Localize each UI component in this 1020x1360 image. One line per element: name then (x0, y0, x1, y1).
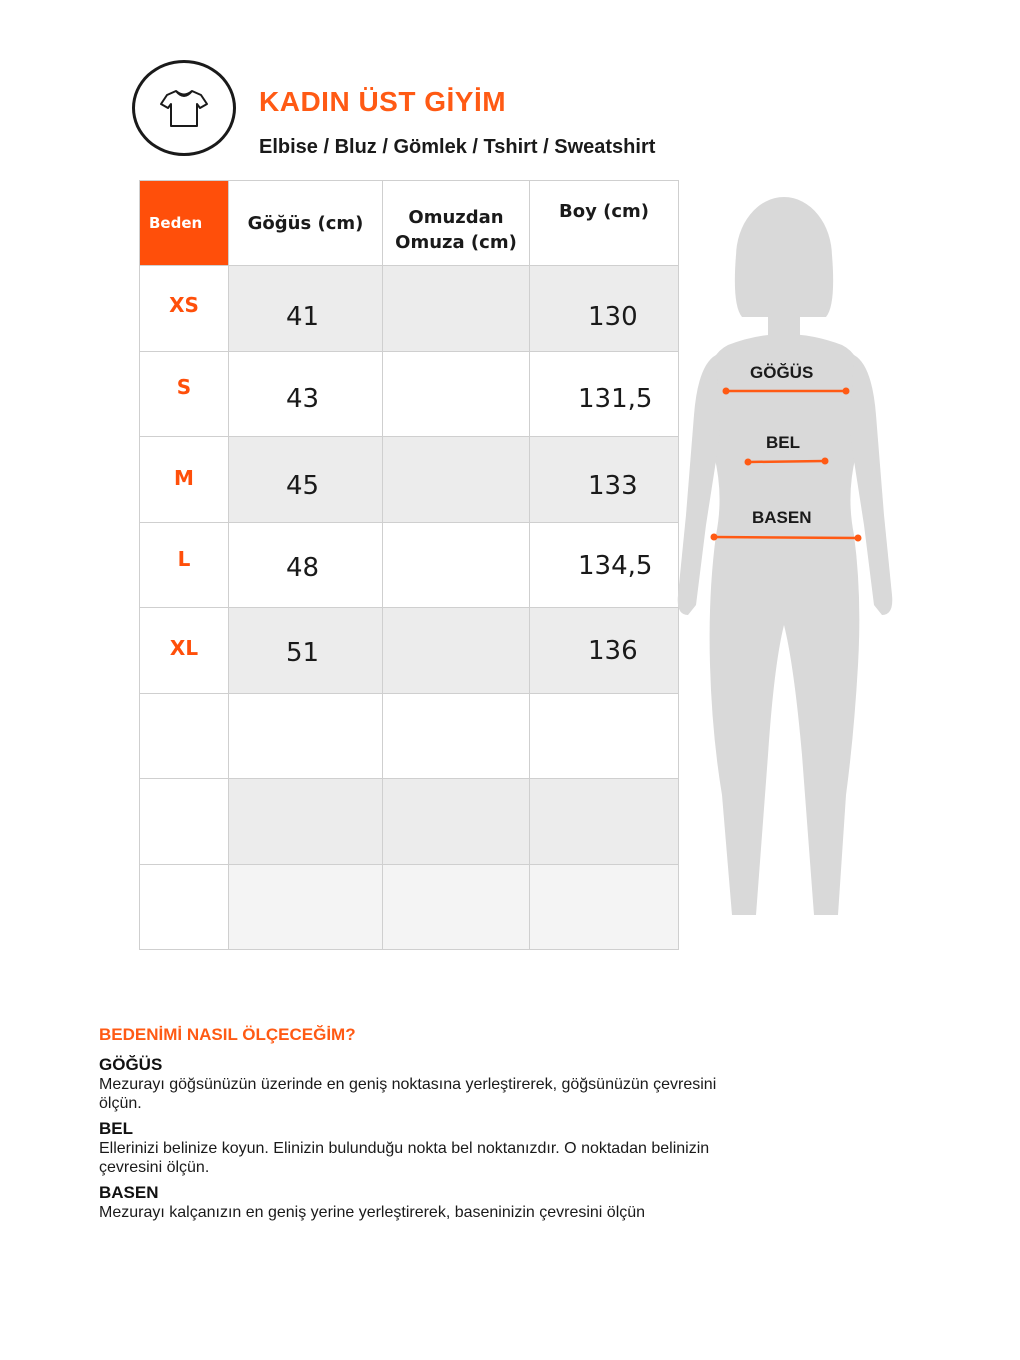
empty-cell (383, 693, 530, 779)
table-row (140, 266, 679, 352)
empty-cell (229, 779, 383, 865)
table-row (140, 351, 679, 437)
page-title: KADIN ÜST GİYİM (259, 86, 507, 117)
empty-cell (140, 693, 229, 779)
header-boy: Boy (cm) (530, 181, 679, 266)
size-label: M (140, 437, 229, 523)
omuz-value (383, 437, 530, 523)
guide-heading-gogus: GÖĞÜS (99, 1055, 163, 1074)
guide-text-bel: Ellerinizi belinize koyun. Elinizin bulunduğu nokta bel noktanızdır. O noktadan belinizin çevresini ölçün. (99, 1140, 710, 1176)
guide-heading-bel: BEL (99, 1119, 133, 1138)
omuz-value (383, 608, 530, 694)
boy-value: 130 (530, 266, 679, 352)
empty-cell (229, 864, 383, 950)
omuz-value (383, 266, 530, 352)
size-label: XL (140, 608, 229, 694)
gogus-value: 43 (229, 351, 383, 437)
header-gogus: Göğüs (cm) (229, 181, 383, 266)
empty-cell (383, 864, 530, 950)
label-bel: BEL (766, 433, 800, 452)
gogus-value: 41 (229, 266, 383, 352)
guide-title: BEDENİMİ NASIL ÖLÇECEĞİM? (99, 1025, 356, 1044)
guide-text-gogus: Mezurayı göğsünüzün üzerinde en geniş noktasına yerleştirerek, göğsünüzün çevresini ölçün. (99, 1076, 717, 1112)
table-row (140, 437, 679, 523)
guide-text-basen: Mezurayı kalçanızın en geniş yerine yerleştirerek, baseninizin çevresini ölçün (99, 1204, 646, 1221)
table-row-empty (140, 779, 679, 865)
body-silhouette (676, 195, 896, 920)
empty-cell (530, 693, 679, 779)
empty-cell (383, 779, 530, 865)
guide-heading-basen: BASEN (99, 1183, 159, 1202)
label-basen: BASEN (752, 508, 812, 527)
header-omuz-line2: Omuza (cm) (395, 231, 517, 253)
header-omuz-line1: Omuzdan (408, 206, 504, 228)
table-row (140, 522, 679, 608)
tshirt-icon (159, 87, 209, 129)
page-subtitle: Elbise / Bluz / Gömlek / Tshirt / Sweatshirt (259, 136, 656, 158)
boy-value: 136 (530, 608, 679, 694)
woman-silhouette-icon (676, 195, 896, 920)
table-row-empty (140, 864, 679, 950)
gogus-value: 51 (229, 608, 383, 694)
tshirt-icon-circle (132, 60, 236, 156)
header-omuz (383, 181, 530, 266)
empty-cell (140, 779, 229, 865)
size-label: XS (140, 266, 229, 352)
label-gogus: GÖĞÜS (750, 363, 814, 382)
size-label: S (140, 351, 229, 437)
table-header-row (140, 181, 679, 266)
table-row-empty (140, 693, 679, 779)
empty-cell (530, 779, 679, 865)
boy-value: 133 (530, 437, 679, 523)
omuz-value (383, 351, 530, 437)
measurement-guide (99, 1025, 749, 1228)
empty-cell (140, 864, 229, 950)
boy-value: 134,5 (530, 522, 679, 608)
boy-value: 131,5 (530, 351, 679, 437)
gogus-value: 45 (229, 437, 383, 523)
empty-cell (229, 693, 383, 779)
omuz-value (383, 522, 530, 608)
gogus-value: 48 (229, 522, 383, 608)
header-beden: Beden (140, 181, 229, 266)
size-table (139, 180, 679, 950)
table-row (140, 608, 679, 694)
empty-cell (530, 864, 679, 950)
size-label: L (140, 522, 229, 608)
